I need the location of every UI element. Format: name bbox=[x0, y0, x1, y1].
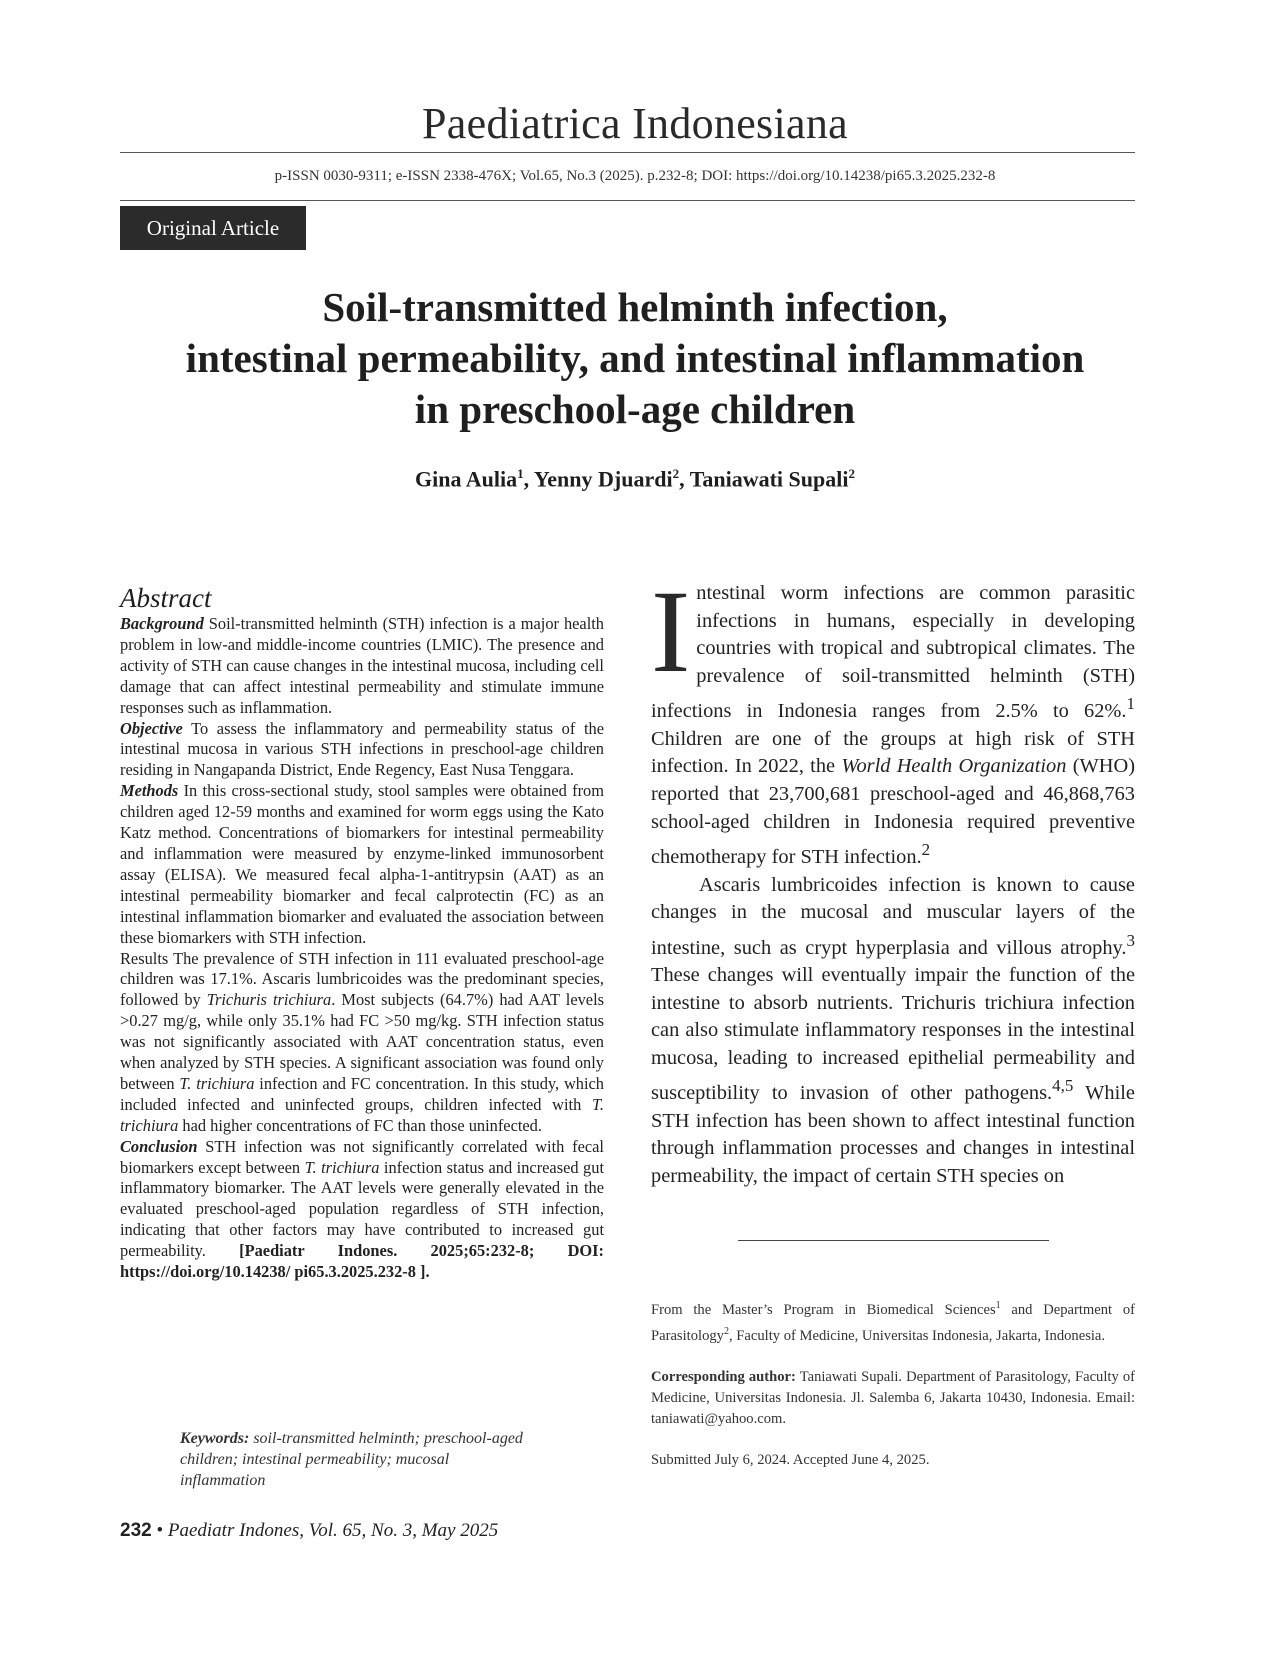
reference-mark: 1 bbox=[1126, 694, 1135, 714]
paragraph-text: These changes will eventually impair the function of the intestine to absorb nutrients. Trichuris trichiura infection can also stimulate inflammatory responses in the intestinal mucosa, leading to increased epithelial permeability and susceptibility to invasion of other pathogens. bbox=[651, 964, 1135, 1105]
species-name: Trichuris trichiura bbox=[206, 990, 332, 1010]
affiliation-text: From the Master’s Program in Biomedical Sciences bbox=[651, 1301, 996, 1318]
corresponding-author bbox=[651, 1367, 1135, 1430]
paragraph-text: ntestinal worm infections are common parasitic infections in humans, especially in developing countries with tropical and subtropical climates. The prevalence of soil-transmitted helminth (STH) infections in Indonesia ranges from 2.5% to 62%. bbox=[651, 582, 1135, 723]
results-text: infection and FC concentration. In this study, which included infected and uninfected groups, children infected with bbox=[120, 1073, 604, 1114]
header-rule-top bbox=[120, 152, 1135, 153]
header-rule-bottom bbox=[120, 200, 1135, 201]
species-name: T. trichiura bbox=[179, 1073, 255, 1093]
reference-mark: 2 bbox=[921, 840, 931, 860]
corresponding-label: Corresponding author: bbox=[651, 1368, 796, 1385]
author-name: Yenny Djuardi bbox=[533, 466, 673, 492]
footer-bullet: • bbox=[151, 1520, 168, 1541]
intro-paragraph-2 bbox=[651, 872, 1135, 1191]
page-number: 232 bbox=[120, 1520, 152, 1541]
results-text: Results The prevalence of STH infection in 111 evaluated preschool-age children was 17.1%. Ascaris lumbricoides was the predominant species, followed by bbox=[120, 948, 604, 1010]
methods-label: Methods bbox=[120, 781, 179, 801]
journal-title: Paediatrica Indonesiana bbox=[422, 99, 848, 148]
article-title bbox=[100, 282, 1170, 435]
paragraph-text: Ascaris lumbricoides infection is known to cause changes in the mucosal and muscular layers of the intestine, such as crypt hyperplasia and villous atrophy. bbox=[651, 873, 1135, 959]
results-text: . Most subjects (64.7%) had AAT levels >0.27 mg/g, while only 35.1% had FC >50 mg/kg. STH infection status was not significantly associated with AAT concentration status, even when analyzed by STH species. A significant association was found only between bbox=[120, 990, 605, 1093]
submission-dates: Submitted July 6, 2024. Accepted June 4, 2025. bbox=[651, 1451, 930, 1468]
keywords-text: soil-transmitted helminth; preschool-aged children; intestinal permeability; mucosal inflammation bbox=[180, 1430, 523, 1489]
results-text: had higher concentrations of FC than those uninfected. bbox=[178, 1115, 542, 1135]
journal-reference: Paediatr Indones, Vol. 65, No. 3, May 2025 bbox=[167, 1520, 499, 1541]
abstract-objective bbox=[120, 719, 604, 782]
conclusion-text: STH infection was not significantly correlated with fecal biomarkers except between bbox=[120, 1136, 604, 1177]
affiliation-text: and Department of Parasitology bbox=[651, 1301, 1135, 1344]
background-text: Soil-transmitted helminth (STH) infection is a major health problem in low-and middle-income countries (LMIC). The presence and activity of STH can cause changes in the intestinal mucosa, including cell damage that can affect intestinal permeability and stimulate immune responses such as inflammation. bbox=[120, 614, 604, 717]
affiliation-mark: 2 bbox=[723, 1325, 729, 1337]
drop-cap: I bbox=[651, 566, 691, 697]
species-name: T. trichiura bbox=[304, 1157, 380, 1177]
author-name: Taniawati Supali bbox=[689, 466, 849, 492]
author-separator: , bbox=[679, 466, 690, 492]
abstract-citation: [Paediatr Indones. 2025;65:232-8; DOI: https://doi.org/10.14238/ pi65.3.2025.232-8 ]. bbox=[120, 1241, 604, 1282]
abstract-background bbox=[120, 614, 604, 719]
objective-label: Objective bbox=[120, 718, 183, 738]
background-label: Background bbox=[120, 614, 204, 633]
title-line: in preschool-age children bbox=[414, 386, 856, 432]
corresponding-text: Taniawati Supali. Department of Parasitology, Faculty of Medicine, Universitas Indonesia. Jl. Salemba 6, Jakarta 10430, Indonesia. Email: taniawati@yahoo.com. bbox=[651, 1368, 1135, 1427]
article-type-badge: Original Article bbox=[120, 206, 306, 250]
author-separator: , bbox=[523, 466, 534, 492]
affiliation-from bbox=[651, 1295, 1135, 1347]
abstract-body bbox=[120, 614, 604, 1283]
issn-line: p-ISSN 0030-9311; e-ISSN 2338-476X; Vol.65, No.3 (2025). p.232-8; DOI: https://doi.org/10.14238/pi65.3.2025.232-8 bbox=[274, 168, 996, 184]
author-affiliation-mark: 1 bbox=[517, 466, 524, 481]
organization-name: World Health Organization bbox=[841, 755, 1067, 778]
affiliation-text: , Faculty of Medicine, Universitas Indonesia, Jakarta, Indonesia. bbox=[728, 1327, 1106, 1344]
abstract-conclusion bbox=[120, 1137, 604, 1283]
title-line: Soil-transmitted helminth infection, bbox=[322, 284, 948, 330]
conclusion-text: infection status and increased gut inflammatory biomarker. The AAT levels were generally elevated in the evaluated preschool-aged population regardless of STH infection, indicating that other factors may have contributed to increased gut permeability. bbox=[120, 1157, 604, 1261]
reference-mark: 3 bbox=[1126, 930, 1135, 950]
author-affiliation-mark: 2 bbox=[672, 466, 680, 481]
paragraph-text: While STH infection has been shown to affect intestinal function through inflammation processes and changes in intestinal permeability, the impact of certain STH species on bbox=[651, 1082, 1135, 1188]
abstract-methods bbox=[120, 781, 604, 948]
abstract-results bbox=[120, 949, 604, 1137]
keywords bbox=[180, 1428, 530, 1491]
footnote-divider bbox=[738, 1240, 1049, 1241]
reference-mark: 4,5 bbox=[1052, 1076, 1074, 1096]
methods-text: In this cross-sectional study, stool samples were obtained from children aged 12-59 months and examined for worm eggs using the Kato Katz method. Concentrations of biomarkers for intestinal permeability and inflammation were measured by enzyme-linked immunosorbent assay (ELISA). We measured fecal alpha-1-antitrypsin (AAT) as an intestinal permeability biomarker and fecal calprotectin (FC) as an intestinal inflammation biomarker and evaluated the association between these biomarkers with STH infection. bbox=[120, 781, 604, 947]
keywords-label: Keywords: bbox=[180, 1430, 250, 1447]
abstract-heading: Abstract bbox=[120, 583, 212, 613]
objective-text: To assess the inflammatory and permeability status of the intestinal mucosa in various STH infections in preschool-age children residing in Nangapanda District, Ende Regency, East Nusa Tenggara. bbox=[120, 718, 604, 780]
page-footer bbox=[120, 1520, 498, 1542]
author-list bbox=[0, 466, 1270, 492]
author-name: Gina Aulia bbox=[415, 466, 518, 492]
conclusion-label: Conclusion bbox=[120, 1136, 198, 1156]
affiliation-block bbox=[651, 1295, 1135, 1491]
paragraph-text: Children are one of the groups at high risk of STH infection. In 2022, the bbox=[651, 727, 1135, 778]
introduction-body bbox=[651, 566, 1135, 1191]
author-affiliation-mark: 2 bbox=[848, 466, 855, 481]
affiliation-mark: 1 bbox=[995, 1300, 1001, 1311]
species-name: T. trichiura bbox=[120, 1094, 604, 1135]
intro-paragraph-1 bbox=[651, 566, 1135, 872]
paragraph-text: (WHO) reported that 23,700,681 preschool-aged and 46,868,763 school-aged children in Indonesia required preventive chemotherapy for STH infection. bbox=[651, 755, 1135, 868]
title-line: intestinal permeability, and intestinal inflammation bbox=[185, 335, 1085, 381]
